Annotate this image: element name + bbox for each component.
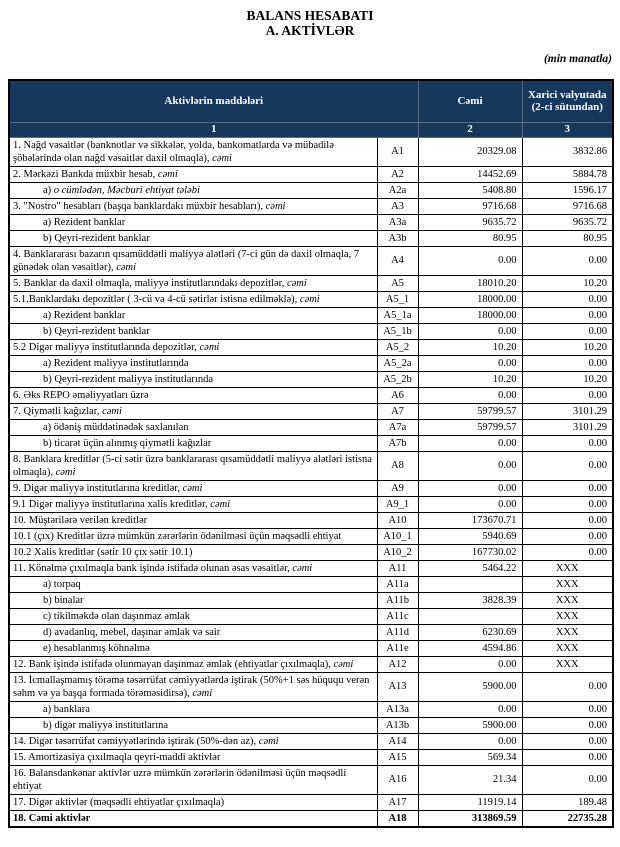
row-code: A11e — [377, 640, 418, 656]
table-row — [9, 291, 613, 307]
row-foreign-value: 0.00 — [522, 528, 613, 544]
col-number-1: 1 — [9, 122, 418, 137]
row-code: A11c — [377, 608, 418, 624]
row-total-value: 59799.57 — [418, 419, 522, 435]
row-label-text: 4. Banklararası bazarın qısamüddətli maliyyə alətləri (7-ci gün də daxil olmaqla, 7 günədək olan vəsaitlər), — [13, 248, 360, 273]
table-row — [9, 230, 613, 246]
row-label-italic: cəmi — [299, 293, 320, 305]
row-label — [9, 371, 377, 387]
table-row — [9, 246, 613, 275]
row-total-value: 0.00 — [418, 435, 522, 451]
row-code: A2a — [377, 182, 418, 198]
row-label — [9, 323, 377, 339]
row-label-text: 18. Cəmi aktivlər — [13, 812, 91, 824]
row-foreign-value: 9635.72 — [522, 214, 613, 230]
row-total-value — [418, 576, 522, 592]
row-label-text: a) banklara — [43, 703, 90, 715]
row-label — [9, 435, 377, 451]
row-label-text: 12. Bank işində istifadə olunmayan daşınmaz əmlak (ehtiyatlar çıxılmaqla), — [13, 658, 334, 670]
row-foreign-value: 0.00 — [522, 544, 613, 560]
row-code: A17 — [377, 794, 418, 810]
row-label — [9, 307, 377, 323]
row-label — [9, 717, 377, 733]
table-row — [9, 371, 613, 387]
row-total-value: 4594.86 — [418, 640, 522, 656]
table-row — [9, 701, 613, 717]
row-label — [9, 528, 377, 544]
row-foreign-value: 0.00 — [522, 749, 613, 765]
row-code: A7b — [377, 435, 418, 451]
row-total-value: 0.00 — [418, 656, 522, 672]
row-label-italic: o cümlədən, Məcburi ehtiyat tələbi — [53, 184, 200, 196]
row-label — [9, 387, 377, 403]
row-label-text: 2. Mərkəzi Bankda müxbir hesab, — [13, 168, 158, 180]
row-total-value: 0.00 — [418, 701, 522, 717]
row-label — [9, 137, 377, 166]
row-label-text: 16. Balansdankənar aktivlər uzrə mümkün zərərlərin ödənilməsi üçün məqsədli ehtiyat — [13, 767, 347, 792]
row-code: A3b — [377, 230, 418, 246]
table-row — [9, 275, 613, 291]
row-label — [9, 794, 377, 810]
table-row — [9, 182, 613, 198]
row-label-text: a) Rezident banklar — [43, 216, 126, 228]
row-total-value: 313869.59 — [418, 810, 522, 827]
table-header — [9, 80, 613, 137]
row-foreign-value: 0.00 — [522, 451, 613, 480]
table-row — [9, 749, 613, 765]
row-label — [9, 733, 377, 749]
table-row — [9, 435, 613, 451]
row-code: A3a — [377, 214, 418, 230]
row-label-text: c) tikilməkdə olan daşınmaz əmlak — [43, 610, 190, 622]
row-foreign-value: 9716.68 — [522, 198, 613, 214]
row-label — [9, 403, 377, 419]
row-total-value: 21.34 — [418, 765, 522, 794]
row-total-value: 9635.72 — [418, 214, 522, 230]
header-row-numbers — [9, 122, 613, 137]
row-label — [9, 451, 377, 480]
row-label — [9, 291, 377, 307]
row-total-value: 5408.80 — [418, 182, 522, 198]
row-label-italic: cəmi — [157, 168, 178, 180]
table-row — [9, 403, 613, 419]
row-total-value: 569.34 — [418, 749, 522, 765]
row-total-value: 18010.20 — [418, 275, 522, 291]
row-label-text: b) binalar — [43, 594, 84, 606]
row-foreign-value: XXX — [522, 624, 613, 640]
table-row — [9, 544, 613, 560]
row-label-text: 15. Amortizasiya çıxılmaqla qeyri-maddi aktivlər — [13, 751, 221, 763]
row-foreign-value: 0.00 — [522, 496, 613, 512]
row-code: A15 — [377, 749, 418, 765]
row-label-text: 9.1 Digər maliyyə institutlarına xalis kreditlər, — [13, 498, 211, 510]
row-label-text: 3. "Nostro" hesabları (başqa banklardakı müxbir hesabları), — [13, 200, 266, 212]
row-foreign-value: 0.00 — [522, 480, 613, 496]
row-foreign-value: 0.00 — [522, 307, 613, 323]
row-label-italic: cəmi — [116, 261, 137, 273]
header-row-labels — [9, 80, 613, 122]
row-label — [9, 560, 377, 576]
row-foreign-value: 0.00 — [522, 717, 613, 733]
row-label — [9, 592, 377, 608]
row-foreign-value: 0.00 — [522, 246, 613, 275]
col-header-foreign: Xarici valyutada (2-ci sütundan) — [522, 80, 613, 122]
row-total-value: 9716.68 — [418, 198, 522, 214]
table-row — [9, 512, 613, 528]
table-row — [9, 137, 613, 166]
row-foreign-value: 3832.86 — [522, 137, 613, 166]
row-label — [9, 246, 377, 275]
table-row — [9, 214, 613, 230]
row-total-value: 5900.00 — [418, 717, 522, 733]
row-total-value: 0.00 — [418, 387, 522, 403]
table-row — [9, 387, 613, 403]
row-foreign-value: XXX — [522, 608, 613, 624]
row-label-text: 14. Digər təsərrüfat cəmiyyətlərində iştirak (50%-dən az), — [13, 735, 259, 747]
row-label — [9, 624, 377, 640]
row-foreign-value: XXX — [522, 576, 613, 592]
row-label — [9, 672, 377, 701]
row-foreign-value: XXX — [522, 656, 613, 672]
row-label-text: a) ödəniş müddətinədək saxlanılan — [43, 421, 189, 433]
table-row — [9, 198, 613, 214]
row-label — [9, 496, 377, 512]
row-label-text: b) Qeyri-rezident maliyyə institutlarında — [43, 373, 213, 385]
row-foreign-value: 3101.29 — [522, 419, 613, 435]
row-total-value: 0.00 — [418, 496, 522, 512]
row-total-value: 20329.08 — [418, 137, 522, 166]
row-total-value: 59799.57 — [418, 403, 522, 419]
row-label-text: 9. Digər maliyyə institutlarına kreditlər, — [13, 482, 183, 494]
row-total-value: 0.00 — [418, 246, 522, 275]
row-code: A5 — [377, 275, 418, 291]
table-row — [9, 672, 613, 701]
table-row — [9, 323, 613, 339]
row-total-value: 0.00 — [418, 480, 522, 496]
row-label-text: 10.2 Xalis kreditlər (sətir 10 çıx sətir 10.1) — [13, 546, 193, 558]
balance-table — [8, 79, 614, 828]
row-total-value: 6230.69 — [418, 624, 522, 640]
row-code: A5_2 — [377, 339, 418, 355]
row-total-value — [418, 608, 522, 624]
row-foreign-value: 10.20 — [522, 371, 613, 387]
row-label-text: 10. Müştərilərə verilən kreditlər — [13, 514, 148, 526]
row-code: A10_1 — [377, 528, 418, 544]
row-label-italic: cəmi — [55, 466, 76, 478]
table-row — [9, 810, 613, 827]
row-label-italic: cəmi — [212, 152, 232, 164]
row-label-italic: cəmi — [292, 562, 313, 574]
row-total-value: 10.20 — [418, 371, 522, 387]
row-code: A1 — [377, 137, 418, 166]
table-row — [9, 576, 613, 592]
row-code: A5_1 — [377, 291, 418, 307]
row-label-text: a) torpaq — [43, 578, 81, 590]
row-foreign-value: 80.95 — [522, 230, 613, 246]
row-label — [9, 576, 377, 592]
row-label-italic: cəmi — [286, 277, 307, 289]
row-label-italic: cəmi — [265, 200, 286, 212]
row-foreign-value: 0.00 — [522, 435, 613, 451]
row-code: A13 — [377, 672, 418, 701]
row-code: A10_2 — [377, 544, 418, 560]
row-label-text: e) hesablanmış köhnəlmə — [43, 642, 150, 654]
row-foreign-value: 0.00 — [522, 355, 613, 371]
row-foreign-value: 3101.29 — [522, 403, 613, 419]
row-code: A8 — [377, 451, 418, 480]
row-label-italic: cəmi — [258, 735, 279, 747]
row-label-text: 10.1 (çıx) Kreditlər üzrə mümkün zərərlərin ödənilməsi üçün məqsədli ehtiyat — [13, 530, 342, 542]
row-label-text: 17. Digər aktivlər (məqsədli ehtiyatlar çıxılmaqla) — [13, 796, 225, 808]
row-foreign-value: 22735.28 — [522, 810, 613, 827]
row-label-text: 7. Qiymətli kağızlar, — [13, 405, 103, 417]
row-label — [9, 339, 377, 355]
table-row — [9, 794, 613, 810]
row-label — [9, 230, 377, 246]
row-code: A11b — [377, 592, 418, 608]
row-total-value: 14452.69 — [418, 166, 522, 182]
row-total-value: 0.00 — [418, 355, 522, 371]
table-row — [9, 355, 613, 371]
row-label — [9, 544, 377, 560]
row-label — [9, 749, 377, 765]
row-foreign-value: 0.00 — [522, 512, 613, 528]
table-row — [9, 451, 613, 480]
row-code: A5_2b — [377, 371, 418, 387]
row-label-text: a) Rezident maliyyə institutlarında — [43, 357, 189, 369]
row-foreign-value: 5884.78 — [522, 166, 613, 182]
table-row — [9, 528, 613, 544]
row-foreign-value: 10.20 — [522, 275, 613, 291]
row-code: A16 — [377, 765, 418, 794]
table-row — [9, 592, 613, 608]
title-line-2: A. AKTİVLƏR — [265, 23, 355, 38]
row-label-text: a) Rezident banklar — [43, 309, 126, 321]
row-label-text: 11. Könəlmə çıxılmaqla bank işində istifadə olunan əsas vəsaitlər, — [13, 562, 293, 574]
document-title — [0, 0, 620, 38]
row-code: A9_1 — [377, 496, 418, 512]
row-total-value: 5464.22 — [418, 560, 522, 576]
row-foreign-value: 0.00 — [522, 291, 613, 307]
table-row — [9, 307, 613, 323]
row-label-text: 5.1.Banklardakı depozitlər ( 3-cü və 4-cü sətirlər istisna edilməklə), — [13, 293, 300, 305]
table-row — [9, 560, 613, 576]
row-label-text: b) digər maliyyə institutlarına — [43, 719, 169, 731]
row-label — [9, 512, 377, 528]
table-row — [9, 656, 613, 672]
row-label — [9, 355, 377, 371]
row-total-value: 80.95 — [418, 230, 522, 246]
row-total-value: 5940.69 — [418, 528, 522, 544]
row-total-value: 167730.02 — [418, 544, 522, 560]
row-foreign-value: XXX — [522, 560, 613, 576]
row-code: A11d — [377, 624, 418, 640]
row-label-text: b) ticarət üçün alınmış qiymətli kağızlar — [43, 437, 212, 449]
row-label — [9, 640, 377, 656]
table-body — [9, 137, 613, 827]
table-row — [9, 624, 613, 640]
row-label — [9, 275, 377, 291]
row-code: A7 — [377, 403, 418, 419]
row-label — [9, 419, 377, 435]
row-code: A5_1a — [377, 307, 418, 323]
row-code: A11a — [377, 576, 418, 592]
col-number-3: 3 — [522, 122, 613, 137]
row-total-value: 10.20 — [418, 339, 522, 355]
row-label — [9, 810, 377, 827]
row-code: A3 — [377, 198, 418, 214]
row-label — [9, 182, 377, 198]
row-label — [9, 166, 377, 182]
table-row — [9, 733, 613, 749]
row-total-value: 0.00 — [418, 323, 522, 339]
row-code: A12 — [377, 656, 418, 672]
row-foreign-value: 0.00 — [522, 765, 613, 794]
row-label — [9, 480, 377, 496]
row-label-text: 1. Nağd vəsaitlər (banknotlar və sikkələr, yolda, bankomatlarda və mübadilə şöbələrində olan nağd vəsaitlər daxil olmaqla), — [13, 139, 334, 164]
row-code: A5_1b — [377, 323, 418, 339]
row-foreign-value: 0.00 — [522, 387, 613, 403]
row-code: A5_2a — [377, 355, 418, 371]
row-total-value: 3828.39 — [418, 592, 522, 608]
table-row — [9, 339, 613, 355]
row-foreign-value: 0.00 — [522, 672, 613, 701]
table-row — [9, 496, 613, 512]
row-code: A13b — [377, 717, 418, 733]
row-label — [9, 608, 377, 624]
table-row — [9, 166, 613, 182]
table-row — [9, 717, 613, 733]
row-total-value: 0.00 — [418, 733, 522, 749]
row-code: A9 — [377, 480, 418, 496]
row-total-value: 5900.00 — [418, 672, 522, 701]
row-foreign-value: 1596.17 — [522, 182, 613, 198]
row-label-text: 5. Banklar da daxil olmaqla, maliyyə institutlarındakı depozitlər, — [13, 277, 287, 289]
row-code: A2 — [377, 166, 418, 182]
row-label-italic: cəmi — [333, 658, 354, 670]
table-row — [9, 640, 613, 656]
table-row — [9, 608, 613, 624]
row-code: A6 — [377, 387, 418, 403]
row-label-italic: cəmi — [192, 687, 213, 699]
row-foreign-value: 0.00 — [522, 733, 613, 749]
row-label — [9, 198, 377, 214]
row-total-value: 0.00 — [418, 451, 522, 480]
row-label — [9, 765, 377, 794]
row-total-value: 18000.00 — [418, 307, 522, 323]
row-total-value: 173670.71 — [418, 512, 522, 528]
row-label-text: a) — [43, 184, 54, 196]
row-foreign-value: XXX — [522, 640, 613, 656]
row-foreign-value: XXX — [522, 592, 613, 608]
row-code: A18 — [377, 810, 418, 827]
row-label-text: 13. İcmallaşmamış törəmə təsərrüfat cəmiyyətlərdə iştirak (50%+1 səs hüququ verən səhm və ya başqa formada törəməsidirsə), — [13, 674, 370, 699]
row-label-text: b) Qeyri-rezident banklar — [43, 232, 150, 244]
row-label-italic: cəmi — [210, 498, 231, 510]
table-row — [9, 480, 613, 496]
row-label-text: 6. Əks REPO əməliyyatları üzrə — [13, 389, 149, 401]
row-label-text: b) Qeyri-rezident banklar — [43, 325, 150, 337]
table-row — [9, 765, 613, 794]
row-label-text: d) avadanlıq, mebel, daşınar əmlak və sair — [43, 626, 221, 638]
row-code: A7a — [377, 419, 418, 435]
table-row — [9, 419, 613, 435]
row-label-italic: cəmi — [102, 405, 122, 417]
row-label-text: 8. Banklara kreditlər (5-ci sətir üzrə banklararası qısamüddətli maliyyə alətləri istisna olmaqla), — [13, 453, 372, 478]
row-total-value: 11919.14 — [418, 794, 522, 810]
col-number-2: 2 — [418, 122, 522, 137]
col-header-total: Cəmi — [418, 80, 522, 122]
row-code: A14 — [377, 733, 418, 749]
row-total-value: 18000.00 — [418, 291, 522, 307]
col-header-items: Aktivlərin maddələri — [9, 80, 418, 122]
row-label — [9, 656, 377, 672]
row-label-italic: cəmi — [199, 341, 220, 353]
row-label — [9, 214, 377, 230]
unit-note: (min manatla) — [543, 53, 612, 65]
row-code: A13a — [377, 701, 418, 717]
row-code: A4 — [377, 246, 418, 275]
row-foreign-value: 0.00 — [522, 701, 613, 717]
row-foreign-value: 10.20 — [522, 339, 613, 355]
row-label-text: 5.2 Digər maliyyə institutlarında depozitlər, — [13, 341, 200, 353]
row-label — [9, 701, 377, 717]
row-foreign-value: 0.00 — [522, 323, 613, 339]
row-foreign-value: 189.48 — [522, 794, 613, 810]
row-code: A10 — [377, 512, 418, 528]
row-code: A11 — [377, 560, 418, 576]
title-line-1: BALANS HESABATI — [246, 8, 374, 23]
row-label-italic: cəmi — [182, 482, 203, 494]
